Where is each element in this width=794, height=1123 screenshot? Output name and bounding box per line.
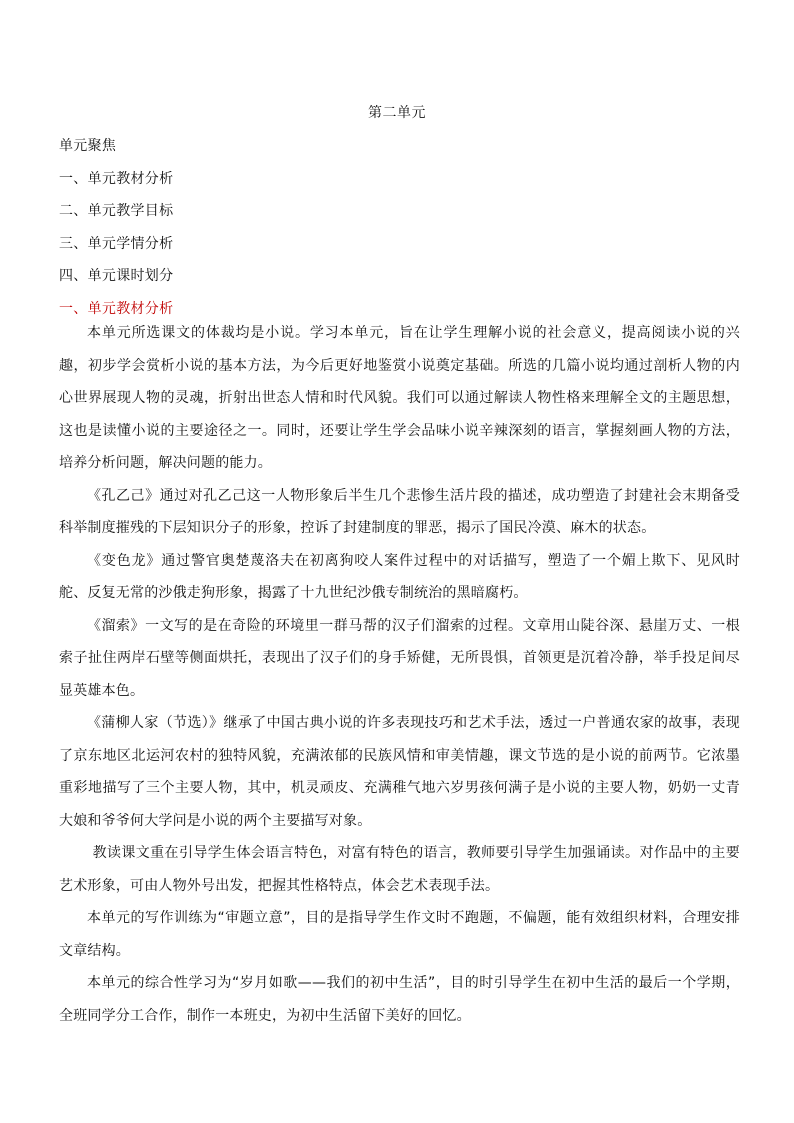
paragraph: 《溜索》一文写的是在奇险的环境里一群马帮的汉子们溜索的过程。文章用山陡谷深、悬崖万丈、一根索子扯住两岸石壁等侧面烘托，表现出了汉子们的身手矫健，无所畏惧，首领更是沉着冷静，举手投足间尽显英雄本色。 <box>59 617 740 699</box>
outline-item: 二、单元教学目标 <box>59 203 174 219</box>
page-title: 第二单元 <box>368 105 426 121</box>
paragraph: 本单元的写作训练为“审题立意”，目的是指导学生作文时不跑题，不偏题，能有效组织材料，合理安排文章结构。 <box>59 910 740 959</box>
paragraph: 本单元的综合性学习为“岁月如歌——我们的初中生活”，目的时引导学生在初中生活的最后一个学期，全班同学分工合作，制作一本班史，为初中生活留下美好的回忆。 <box>59 975 740 1024</box>
outline-item: 一、单元教材分析 <box>59 170 174 187</box>
section-body <box>59 317 740 1032</box>
section-heading: 一、单元教材分析 <box>59 300 174 317</box>
outline-heading: 单元聚焦 <box>59 138 117 154</box>
paragraph: 《蒲柳人家（节选）》继承了中国古典小说的许多表现技巧和艺术手法，透过一户普通农家的故事，表现了京东地区北运河农村的独特风貌，充满浓郁的民族风情和审美情趣，课文节选的是小说的前两节。它浓墨重彩地描写了三个主要人物，其中，机灵顽皮、充满稚气地六岁男孩何满子是小说的主要人物，奶奶一丈青大娘和爷爷何大学问是小说的两个主要描写对象。 <box>59 715 740 829</box>
unit-outline <box>59 130 739 325</box>
paragraph: 《变色龙》通过警官奥楚蔑洛夫在初离狗咬人案件过程中的对话描写，塑造了一个媚上欺下、见风时舵、反复无常的沙俄走狗形象，揭露了十九世纪沙俄专制统治的黑暗腐朽。 <box>59 552 740 601</box>
paragraph: 本单元所选课文的体裁均是小说。学习本单元，旨在让学生理解小说的社会意义，提高阅读小说的兴趣，初步学会赏析小说的基本方法，为今后更好地鉴赏小说奠定基础。所选的几篇小说均通过剖析人物的内心世界展现人物的灵魂，折射出世态人情和时代风貌。我们可以通过解读人物性格来理解全文的主题思想，这也是读懂小说的主要途径之一。同时，还要让学生学会品味小说辛辣深刻的语言，掌握刻画人物的方法，培养分析问题，解决问题的能力。 <box>59 325 740 471</box>
outline-item: 四、单元课时划分 <box>59 268 174 284</box>
paragraph: 《孔乙己》通过对孔乙己这一人物形象后半生几个悲惨生活片段的描述，成功塑造了封建社会末期备受科举制度摧残的下层知识分子的形象，控诉了封建制度的罪恶，揭示了国民冷漠、麻木的状态。 <box>59 487 740 536</box>
paragraph: 教读课文重在引导学生体会语言特色，对富有特色的语言，教师要引导学生加强诵读。对作品中的主要艺术形象，可由人物外号出发，把握其性格特点，体会艺术表现手法。 <box>59 845 740 894</box>
outline-item: 三、单元学情分析 <box>59 235 174 252</box>
